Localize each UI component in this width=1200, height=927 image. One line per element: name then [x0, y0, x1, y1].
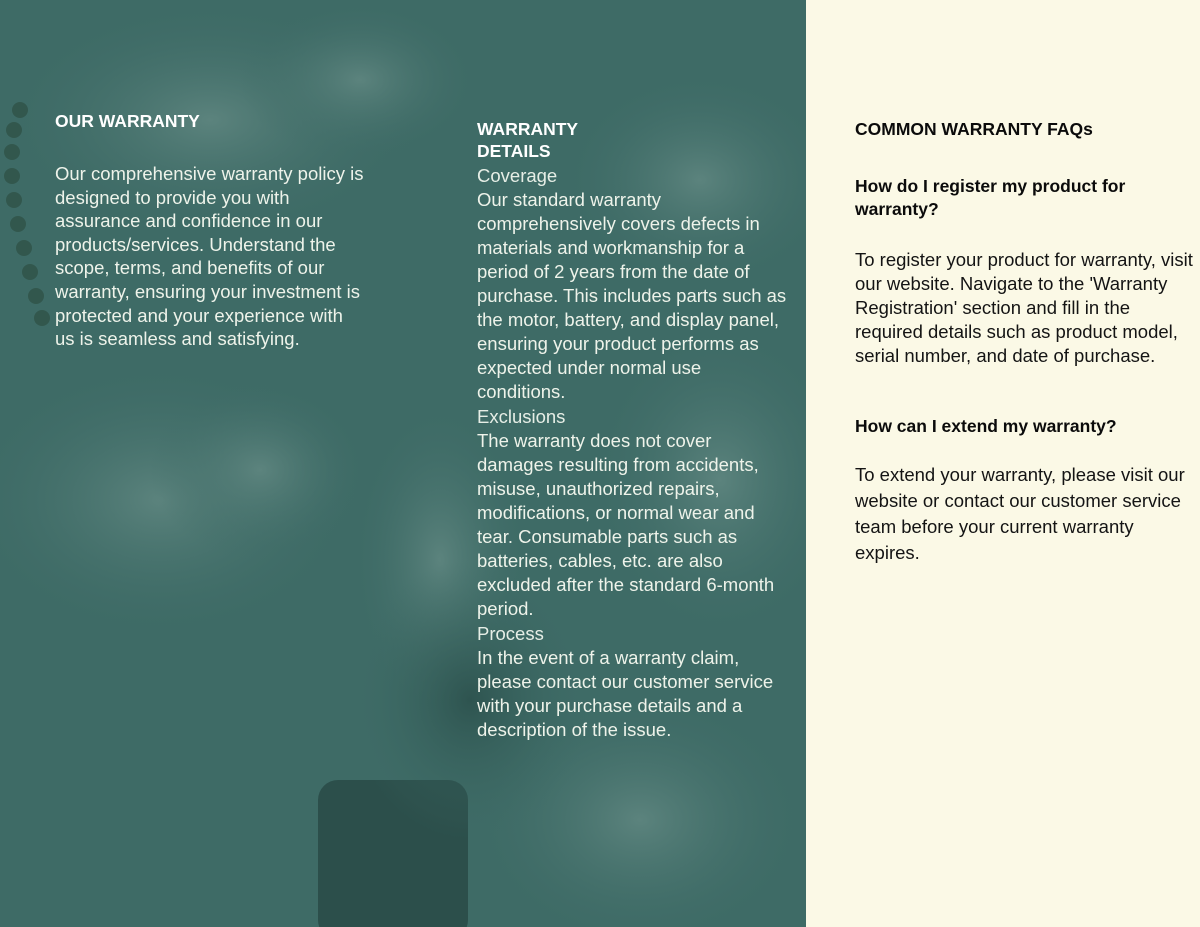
warranty-details-section: [477, 118, 792, 742]
our-warranty-body: Our comprehensive warranty policy is designed to provide you with assurance and confidence in our products/services. Understand the scope, terms, and benefits of our warranty, ensuring your investment is protected and your experience with us is seamless and satisfying.: [55, 163, 364, 350]
faq-question-extend: How can I extend my warranty?: [855, 416, 1117, 436]
exclusions-label: Exclusions: [477, 406, 566, 427]
faq-heading: COMMON WARRANTY FAQs: [855, 119, 1093, 139]
warranty-details-heading-line1: WARRANTY: [477, 119, 579, 139]
faq-question-register: How do I register my product for warranty?: [855, 176, 1126, 219]
warranty-details-heading-line2: DETAILS: [477, 141, 551, 161]
faq-section: [855, 118, 1195, 566]
exclusions-text: The warranty does not cover damages resulting from accidents, misuse, unauthorized repairs, modifications, or normal wear and tear. Consumable parts such as batteries, cables, etc. are also excluded after the standard 6-month period.: [477, 430, 775, 619]
process-text: In the event of a warranty claim, please contact our customer service with your purchase details and a description of the issue.: [477, 647, 774, 740]
coverage-text: Our standard warranty comprehensively covers defects in materials and workmanship for a period of 2 years from the date of purchase. This includes parts such as the motor, battery, and display panel, ensuring your product performs as expected under normal use conditions.: [477, 189, 787, 402]
our-warranty-heading: OUR WARRANTY: [55, 111, 200, 131]
coverage-label: Coverage: [477, 165, 558, 186]
warranty-details-heading: [477, 118, 792, 162]
faq-answer-extend: To extend your warranty, please visit our website or contact our customer service team before your current warranty expires.: [855, 464, 1185, 563]
our-warranty-section: [55, 110, 365, 351]
process-label: Process: [477, 623, 544, 644]
faq-answer-register: To register your product for warranty, visit our website. Navigate to the 'Warranty Registration' section and fill in the required details such as product model, serial number, and date of purchase.: [855, 249, 1193, 366]
